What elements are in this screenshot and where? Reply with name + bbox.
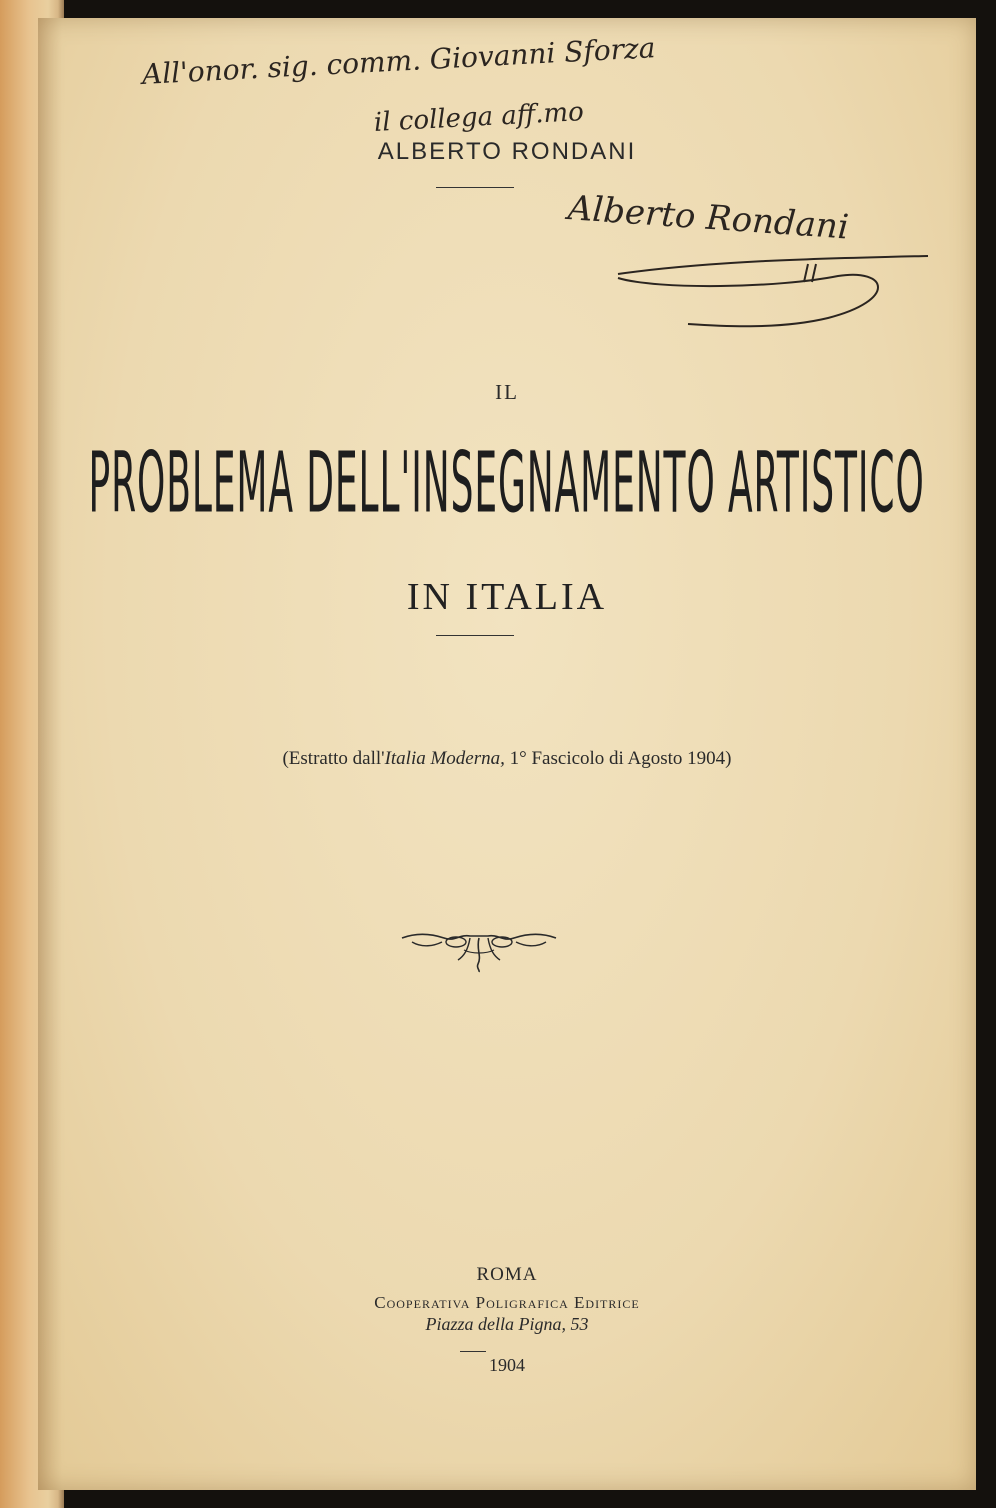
divider-rule <box>436 187 514 188</box>
extract-note-before: (Estratto dall' <box>282 748 385 769</box>
imprint-city: ROMA <box>476 1264 538 1285</box>
extract-note <box>38 748 976 770</box>
main-title-text: PROBLEMA DELL'INSEGNAMENTO ARTISTICO <box>88 436 926 533</box>
main-title <box>38 436 976 533</box>
imprint-address: Piazza della Pigna, 53 <box>425 1314 589 1334</box>
handwritten-dedication-line-1: All'onor. sig. comm. Giovanni Sforza <box>141 31 657 91</box>
extract-note-journal: Italia Moderna, <box>384 748 505 769</box>
divider-rule <box>436 635 514 636</box>
divider-rule <box>460 1351 486 1352</box>
title-page <box>38 18 976 1490</box>
extract-note-after: 1° Fascicolo di Agosto 1904) <box>504 748 732 769</box>
title-prefix: IL <box>495 380 519 404</box>
handwritten-signature: Alberto Rondani <box>566 188 850 248</box>
handwritten-dedication-line-2: il collega aff.mo <box>373 97 585 138</box>
printer-ornament <box>398 920 560 980</box>
imprint-year: 1904 <box>489 1355 525 1375</box>
subtitle: IN ITALIA <box>406 576 608 618</box>
author-name: ALBERTO RONDANI <box>377 138 637 165</box>
imprint-publisher: Cooperativa Poligrafica Editrice <box>374 1293 640 1312</box>
signature-flourish <box>598 230 938 340</box>
